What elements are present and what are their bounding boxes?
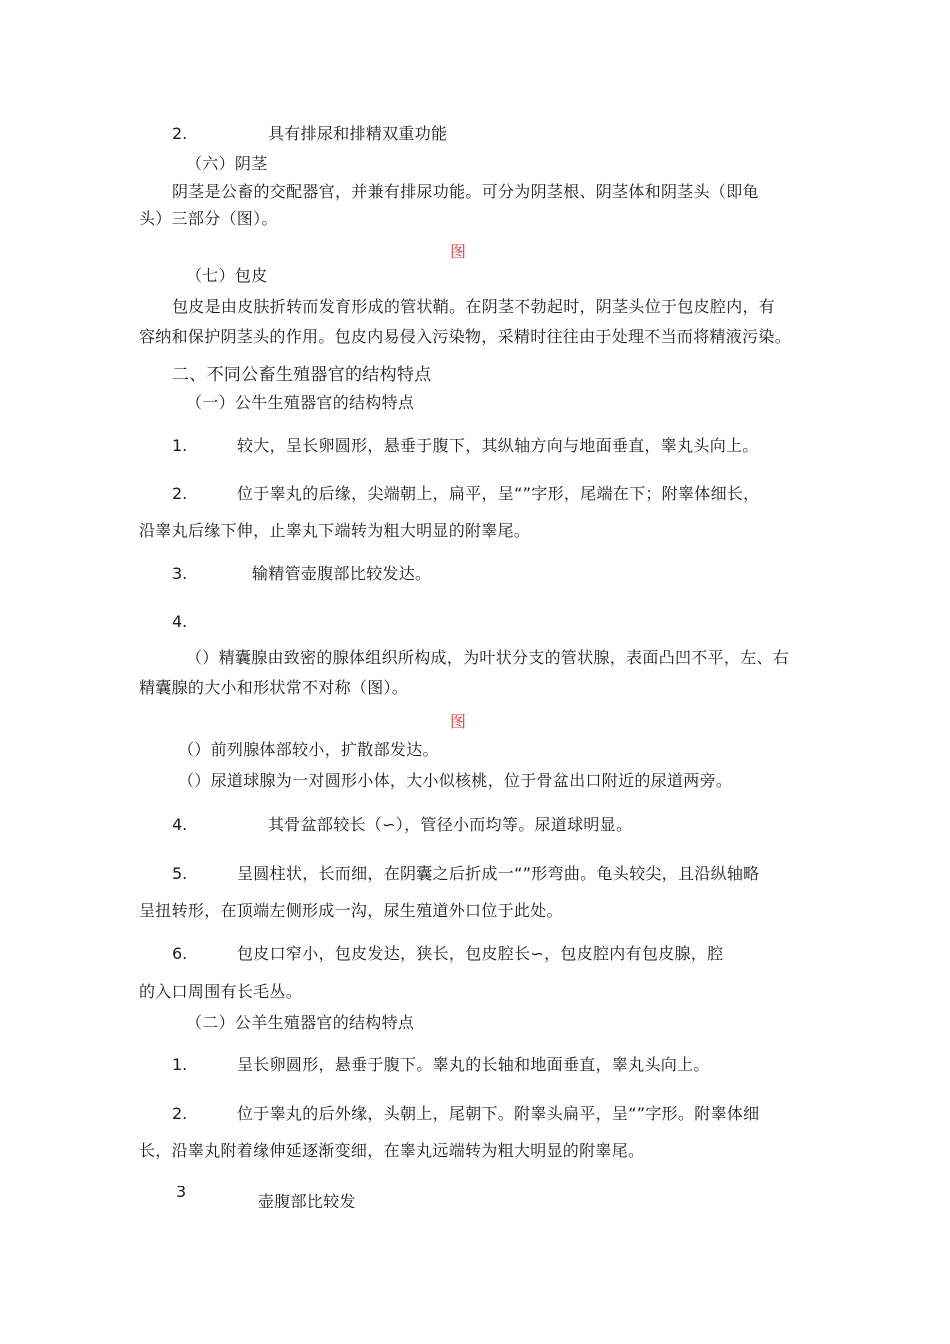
paragraph-line: 壶腹部比较发 bbox=[258, 1192, 356, 1208]
list-number: 2. bbox=[172, 124, 188, 143]
list-number: 3. bbox=[172, 564, 188, 583]
paragraph-line: 输精管壶腹部比较发达。 bbox=[252, 564, 432, 583]
section-heading: （一）公牛生殖器官的结构特点 bbox=[186, 393, 415, 412]
section-heading: （二）公羊生殖器官的结构特点 bbox=[186, 1013, 415, 1032]
paragraph-line: （）尿道球腺为一对圆形小体，大小似核桃，位于骨盆出口附近的尿道两旁。 bbox=[178, 771, 733, 790]
list-number: 2. bbox=[172, 484, 188, 503]
list-number: 2. bbox=[172, 1104, 188, 1123]
paragraph-line: 具有排尿和排精双重功能 bbox=[268, 124, 448, 143]
list-number: 6. bbox=[172, 944, 188, 963]
list-number: 1. bbox=[172, 1055, 188, 1074]
paragraph-line: 包皮是由皮肤折转而发育形成的管状鞘。在阴茎不勃起时，阴茎头位于包皮腔内，有 bbox=[172, 297, 776, 316]
paragraph-line: 容纳和保护阴茎头的作用。包皮内易侵入污染物，采精时往往由于处理不当而将精液污染。 bbox=[139, 327, 792, 346]
paragraph-line: 位于睾丸的后缘，尖端朝上，扁平，呈“”字形，尾端在下；附睾体细长， bbox=[237, 484, 760, 503]
section-heading: （七）包皮 bbox=[186, 266, 268, 285]
list-number: 1. bbox=[172, 436, 188, 455]
paragraph-line: 头）三部分（图）。 bbox=[139, 209, 278, 228]
paragraph-line: 呈圆柱状，长而细，在阴囊之后折成一“”形弯曲。龟头较尖，且沿纵轴略 bbox=[237, 864, 760, 883]
paragraph-line: 呈扭转形，在顶端左侧形成一沟，尿生殖道外口位于此处。 bbox=[139, 901, 563, 920]
paragraph-line: 的入口周围有长毛丛。 bbox=[139, 982, 303, 1001]
paragraph-line: 位于睾丸的后外缘，头朝上，尾朝下。附睾头扁平，呈“”字形。附睾体细 bbox=[237, 1104, 760, 1123]
chapter-heading: 二、不同公畜生殖器官的结构特点 bbox=[172, 365, 432, 385]
paragraph-line: （）前列腺体部较小，扩散部发达。 bbox=[178, 740, 439, 759]
list-number: 3 bbox=[176, 1186, 187, 1201]
paragraph-line: 沿睾丸后缘下伸，止睾丸下端转为粗大明显的附睾尾。 bbox=[139, 521, 531, 540]
paragraph-line: 阴茎是公畜的交配器官，并兼有排尿功能。可分为阴茎根、阴茎体和阴茎头（即龟 bbox=[172, 182, 759, 201]
paragraph-line: 较大，呈长卵圆形，悬垂于腹下，其纵轴方向与地面垂直，睾丸头向上。 bbox=[237, 436, 759, 455]
list-number: 5. bbox=[172, 864, 188, 883]
figure-label: 图 bbox=[450, 712, 467, 731]
paragraph-line: 包皮口窄小，包皮发达，狭长，包皮腔长∽，包皮腔内有包皮腺，腔 bbox=[237, 944, 724, 963]
paragraph-line: 长，沿睾丸附着缘伸延逐渐变细，在睾丸远端转为粗大明显的附睾尾。 bbox=[139, 1141, 645, 1160]
paragraph-line: 呈长卵圆形，悬垂于腹下。睾丸的长轴和地面垂直，睾丸头向上。 bbox=[237, 1055, 710, 1074]
paragraph-line: （）精囊腺由致密的腺体组织所构成，为叶状分支的管状腺，表面凸凹不平，左、右 bbox=[186, 648, 790, 667]
list-number: 4. bbox=[172, 815, 188, 834]
figure-label: 图 bbox=[450, 242, 467, 261]
paragraph-line: 精囊腺的大小和形状常不对称（图）。 bbox=[139, 678, 409, 697]
cut-off-line bbox=[0, 1186, 950, 1208]
section-heading: （六）阴茎 bbox=[186, 154, 268, 173]
paragraph-line: 其骨盆部较长（∽），管径小而均等。尿道球明显。 bbox=[268, 815, 633, 834]
list-number: 4. bbox=[172, 612, 188, 631]
